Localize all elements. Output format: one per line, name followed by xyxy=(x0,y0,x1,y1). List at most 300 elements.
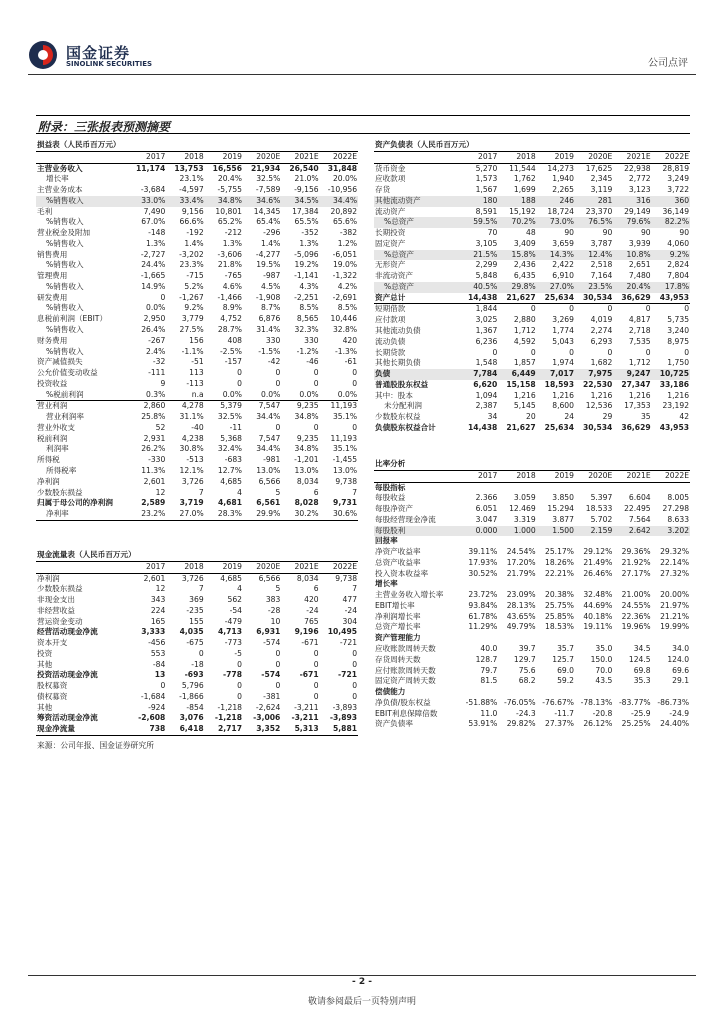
row-value xyxy=(460,687,498,698)
row-value: 6,418 xyxy=(166,724,204,735)
row-value: 17.8% xyxy=(652,282,690,293)
row-value: 5,881 xyxy=(320,724,358,735)
row-value: 3.850 xyxy=(552,493,574,503)
row-value: 23.09% xyxy=(506,590,536,600)
row-value: 13.0% xyxy=(294,465,319,475)
year-header: 2019 xyxy=(537,151,575,163)
row-value: 33.0% xyxy=(128,196,166,207)
row-value: 0 xyxy=(275,368,281,378)
row-value: 2,387 xyxy=(475,401,498,411)
row-value: 11.29% xyxy=(468,622,498,632)
row-value: 21.0% xyxy=(294,174,319,184)
row-label: 每股股利 xyxy=(374,526,460,537)
row-value: 3,726 xyxy=(181,573,204,583)
row-label: %销售收入 xyxy=(46,281,84,291)
row-value: 330 xyxy=(304,335,319,345)
row-value: 165 xyxy=(150,616,166,626)
balance-row xyxy=(374,401,690,412)
income-row xyxy=(36,434,358,445)
row-value: 765 xyxy=(304,616,319,626)
row-value: -54 xyxy=(229,605,242,615)
balance-row xyxy=(374,293,690,304)
brand-name-en: SINOLINK SECURITIES xyxy=(66,60,153,68)
income-row xyxy=(36,368,358,379)
row-value: 32.48% xyxy=(583,590,613,600)
row-value xyxy=(613,633,651,644)
row-value: 75.6 xyxy=(518,665,536,675)
row-value: 17.20% xyxy=(506,557,536,567)
row-label: 营运资金变动 xyxy=(37,616,83,626)
row-value: 8.633 xyxy=(667,514,690,524)
row-value: 1,762 xyxy=(513,174,536,184)
row-value: 20.4% xyxy=(217,174,242,184)
row-value: 31,848 xyxy=(327,163,358,173)
row-value: 281 xyxy=(575,196,613,207)
row-label: 营业利润率 xyxy=(46,412,84,422)
row-value: 28.3% xyxy=(205,509,243,520)
row-value: 40.0 xyxy=(480,644,498,654)
row-value: 316 xyxy=(613,196,651,207)
income-row xyxy=(36,196,358,207)
row-value: -1,201 xyxy=(294,455,319,465)
ratios-row xyxy=(374,590,690,601)
row-label: 主营业务收入 xyxy=(37,163,83,173)
row-value: 34.5% xyxy=(281,196,319,207)
row-value xyxy=(537,536,575,547)
year-header-blank xyxy=(36,561,128,573)
row-value: 1.4% xyxy=(261,238,281,248)
row-value: 2,265 xyxy=(552,185,574,195)
row-value: 32.8% xyxy=(332,325,358,335)
row-value: 9,738 xyxy=(335,476,358,486)
year-header: 2017 xyxy=(128,561,166,573)
row-value: 5,379 xyxy=(220,401,242,411)
row-label: 毛利 xyxy=(37,206,53,216)
row-value: 33,186 xyxy=(659,379,690,389)
balance-row xyxy=(374,337,690,348)
row-value: -1,322 xyxy=(332,271,358,281)
row-value: 180 xyxy=(460,196,498,207)
row-value: 22,530 xyxy=(583,379,613,389)
row-value: 12.469 xyxy=(509,504,536,514)
row-value: -2,727 xyxy=(140,249,166,259)
balance-row xyxy=(374,260,690,271)
row-value: 3,240 xyxy=(667,326,690,336)
row-label: 研发费用 xyxy=(37,292,68,302)
income-year-row xyxy=(36,151,358,163)
row-value: -267 xyxy=(148,335,166,345)
row-label: %销售收入 xyxy=(46,260,84,270)
row-value: 4,060 xyxy=(667,238,690,248)
year-header: 2019 xyxy=(205,561,243,573)
row-value: 65.4% xyxy=(256,217,281,227)
row-value: -3,893 xyxy=(332,702,358,712)
row-label: 短期借款 xyxy=(375,304,406,314)
row-label: %销售收入 xyxy=(36,196,128,207)
balance-row xyxy=(374,423,690,434)
row-label: 投入资本收益率 xyxy=(375,568,429,578)
row-value: 2,931 xyxy=(143,433,166,443)
ratios-row xyxy=(374,644,690,655)
balance-row xyxy=(374,282,690,293)
row-value: 3,939 xyxy=(628,238,651,248)
row-value: 40.5% xyxy=(460,282,498,293)
row-value: 2,717 xyxy=(205,724,243,735)
row-value: 27.5% xyxy=(179,325,204,335)
row-value xyxy=(652,633,690,644)
income-title: 损益表（人民币百万元） xyxy=(36,140,358,151)
row-value: 3,333 xyxy=(141,627,166,637)
row-label: 其中：股本 xyxy=(375,390,413,400)
row-value: 21.79% xyxy=(506,568,536,578)
year-header: 2021E xyxy=(281,151,319,163)
row-value: 12.7% xyxy=(217,465,242,475)
row-value: 1,750 xyxy=(667,358,690,368)
row-value: -32 xyxy=(152,357,166,367)
row-label: 回报率 xyxy=(375,536,398,546)
row-label: 其他 xyxy=(37,659,53,669)
row-value xyxy=(613,536,651,547)
brand-name-cn: 国金证券 xyxy=(66,44,131,62)
row-value: 14,438 xyxy=(460,293,498,304)
row-value: 81.5 xyxy=(480,676,498,686)
row-value: 128.7 xyxy=(475,654,498,664)
row-value: 3,352 xyxy=(243,724,281,735)
row-value xyxy=(575,579,613,590)
row-value: 8,028 xyxy=(294,498,319,508)
row-value: -479 xyxy=(224,616,242,626)
balance-row xyxy=(374,196,690,207)
row-value: 2,601 xyxy=(143,573,166,583)
row-value: 10,495 xyxy=(327,627,358,637)
income-row xyxy=(36,336,358,347)
appendix-title-bar xyxy=(36,115,690,134)
income-row xyxy=(36,250,358,261)
row-value: -148 xyxy=(148,228,166,238)
row-value: 36,149 xyxy=(662,206,690,216)
row-value: 65.5% xyxy=(294,217,319,227)
row-value: 6,236 xyxy=(475,336,498,346)
row-value: 0 xyxy=(275,378,281,388)
row-value: 3,726 xyxy=(181,476,204,486)
year-header: 2017 xyxy=(128,151,166,163)
row-value: 36,629 xyxy=(613,293,651,304)
income-row xyxy=(36,293,358,304)
row-value: 11,544 xyxy=(509,163,536,173)
ratios-row xyxy=(374,504,690,515)
row-value: 1,682 xyxy=(590,358,613,368)
row-value: 150.0 xyxy=(590,654,613,664)
row-value: -3,006 xyxy=(253,713,281,723)
row-value: 69.6 xyxy=(672,665,690,675)
ratios-row xyxy=(374,579,690,590)
balance-row xyxy=(374,380,690,391)
row-value xyxy=(460,579,498,590)
row-value: -46 xyxy=(306,357,319,367)
row-label: 净负债/股东权益 xyxy=(375,697,431,707)
balance-row xyxy=(374,304,690,315)
row-value: 0 xyxy=(352,648,358,658)
row-value: 19.2% xyxy=(294,260,319,270)
row-value: -51 xyxy=(191,357,204,367)
row-value: 10,446 xyxy=(330,314,358,324)
row-value: 23.2% xyxy=(128,509,166,520)
row-value: 12,536 xyxy=(585,401,613,411)
row-value: 7,547 xyxy=(258,401,281,411)
row-value: -10,956 xyxy=(327,185,358,195)
ratios-row xyxy=(374,676,690,687)
balance-title: 资产负债表（人民币百万元） xyxy=(374,140,690,151)
row-value: 9,196 xyxy=(294,627,319,637)
row-value: 36,629 xyxy=(621,422,651,432)
row-value: 70.0 xyxy=(595,665,613,675)
row-value: 7.564 xyxy=(628,514,651,524)
row-value: 0 xyxy=(237,378,242,388)
row-value: 0.0% xyxy=(281,390,319,401)
row-value: 17,384 xyxy=(292,206,319,216)
row-label: %税前利润 xyxy=(36,390,128,401)
row-value: 65.6% xyxy=(332,217,358,227)
row-value: 1.000 xyxy=(498,526,536,537)
row-value: 224 xyxy=(150,605,166,615)
ratio-analysis-table xyxy=(374,459,690,730)
row-value: 0 xyxy=(313,368,319,378)
row-value: 34.6% xyxy=(243,196,281,207)
row-value: -18 xyxy=(191,659,204,669)
row-label: %总资产 xyxy=(374,217,460,228)
row-value: 42 xyxy=(679,412,690,422)
row-label: 净利润 xyxy=(37,476,60,486)
row-value: 3.319 xyxy=(513,514,536,524)
row-value: 4 xyxy=(237,584,242,594)
row-value xyxy=(460,482,498,493)
cashflow-row xyxy=(36,660,358,671)
row-value xyxy=(613,482,651,493)
row-value xyxy=(537,482,575,493)
row-value: 4.6% xyxy=(222,281,242,291)
year-header: 2020E xyxy=(575,470,613,482)
row-value: 2,718 xyxy=(628,326,651,336)
row-value: 18.53% xyxy=(545,622,574,632)
row-value: -76.67% xyxy=(542,697,574,707)
row-value: 8,034 xyxy=(296,573,319,583)
income-row xyxy=(36,185,358,196)
row-value: 3,719 xyxy=(179,498,204,508)
balance-row xyxy=(374,174,690,185)
row-value: 113 xyxy=(189,368,204,378)
row-value: 26,540 xyxy=(289,163,319,173)
row-value: 4,817 xyxy=(628,315,651,325)
row-value: 2,518 xyxy=(590,260,613,270)
row-value: 10 xyxy=(270,616,281,626)
page-number: - 2 - xyxy=(352,977,372,987)
row-value: -1,267 xyxy=(179,292,204,302)
row-value: 65.2% xyxy=(217,217,242,227)
row-value: 1,216 xyxy=(590,390,613,400)
row-label: 存货周转天数 xyxy=(375,654,421,664)
ratios-row xyxy=(374,601,690,612)
row-value: 4.3% xyxy=(299,281,319,291)
row-value: 5,796 xyxy=(181,681,204,691)
row-value: 6.051 xyxy=(475,504,498,514)
row-label: 主营业务收入增长率 xyxy=(375,590,444,600)
row-value: 420 xyxy=(342,335,358,345)
row-value: 69.8 xyxy=(633,665,651,675)
row-value: 6 xyxy=(313,487,319,497)
row-label: 管理费用 xyxy=(37,271,68,281)
row-label: 资本开支 xyxy=(37,638,68,648)
row-label: 增长率 xyxy=(46,174,69,184)
row-value: 59.2 xyxy=(557,676,574,686)
row-value: 3,119 xyxy=(590,185,613,195)
row-value: 0 xyxy=(160,292,166,302)
row-label: 资产总计 xyxy=(374,293,460,304)
row-label: 利润率 xyxy=(46,444,69,454)
row-value: -113 xyxy=(186,378,204,388)
row-value: 39.11% xyxy=(468,547,498,557)
row-value: -235 xyxy=(186,605,204,615)
row-value: 5,145 xyxy=(513,401,536,411)
row-value: -11.7 xyxy=(554,708,574,718)
row-value: 2,422 xyxy=(552,260,574,270)
row-value: 1,367 xyxy=(475,326,498,336)
row-value: 9,247 xyxy=(613,369,651,380)
row-value: 1,712 xyxy=(513,326,536,336)
row-value: 553 xyxy=(150,648,166,658)
year-header: 2018 xyxy=(166,151,204,163)
balance-row xyxy=(374,228,690,239)
row-value: 5.702 xyxy=(590,514,613,524)
row-value: -76.05% xyxy=(503,697,536,707)
cashflow-row xyxy=(36,573,358,584)
row-label: 应付账款周转天数 xyxy=(375,665,436,675)
row-value: 90 xyxy=(602,228,613,238)
row-value: 9,156 xyxy=(181,206,204,216)
row-value: -78.13% xyxy=(580,697,613,707)
footer-divider xyxy=(28,975,696,976)
cashflow-row xyxy=(36,595,358,606)
row-value: 13,753 xyxy=(174,163,204,173)
row-value: 3,076 xyxy=(179,713,204,723)
row-value: -5,755 xyxy=(217,185,242,195)
row-value: 29.9% xyxy=(243,509,281,520)
row-value: 31.1% xyxy=(179,412,204,422)
row-value: -2,624 xyxy=(255,702,281,712)
row-value: -1,466 xyxy=(217,292,242,302)
row-value: 5,368 xyxy=(220,433,242,443)
row-label: 主营业务成本 xyxy=(37,185,83,195)
row-value: -330 xyxy=(148,455,166,465)
row-value: 1.2% xyxy=(337,238,358,248)
row-value: 1,699 xyxy=(513,185,536,195)
row-value: 27,347 xyxy=(621,379,651,389)
row-value: 330 xyxy=(265,335,281,345)
row-value: 562 xyxy=(227,595,242,605)
balance-row xyxy=(374,358,690,369)
row-value: -9,156 xyxy=(294,185,319,195)
row-value: 29.32% xyxy=(660,547,690,557)
ratios-row xyxy=(374,698,690,709)
row-value: 17,625 xyxy=(585,163,613,173)
row-label: 净利润 xyxy=(37,573,60,583)
row-value: -24.3 xyxy=(516,708,536,718)
row-label: 非流动资产 xyxy=(375,271,413,281)
row-value: 20,892 xyxy=(330,206,358,216)
ratios-row xyxy=(374,569,690,580)
balance-row xyxy=(374,315,690,326)
row-value: -1,866 xyxy=(179,691,204,701)
disclaimer-note: 敬请参阅最后一页特别声明 xyxy=(307,997,416,1007)
row-label: 负债 xyxy=(374,369,460,380)
row-label: 现金净流量 xyxy=(36,724,128,735)
balance-row xyxy=(374,271,690,282)
row-label: %销售收入 xyxy=(46,217,84,227)
row-label: 增长率 xyxy=(375,579,398,589)
row-value: 29,149 xyxy=(624,206,651,216)
row-label: 长期贷款 xyxy=(375,347,406,357)
row-value: 43.65% xyxy=(506,611,536,621)
row-value: 53.91% xyxy=(468,719,498,729)
income-row xyxy=(36,509,358,520)
row-value: 2,601 xyxy=(143,476,166,486)
row-value xyxy=(652,482,690,493)
row-value: 2,772 xyxy=(628,174,651,184)
ratios-row xyxy=(374,709,690,720)
balance-row xyxy=(374,326,690,337)
income-row xyxy=(36,239,358,250)
row-value: -2,691 xyxy=(332,292,358,302)
row-value: 3,722 xyxy=(667,185,690,195)
balance-row xyxy=(374,348,690,359)
row-value: 155 xyxy=(189,616,204,626)
ratios-row xyxy=(374,493,690,504)
row-value: n.a xyxy=(166,390,204,401)
row-value: -111 xyxy=(148,368,166,378)
row-value: -42 xyxy=(267,357,281,367)
row-label: 每股指标 xyxy=(375,482,406,492)
ratios-row xyxy=(374,622,690,633)
ratios-row xyxy=(374,536,690,547)
ratios-title: 比率分析 xyxy=(374,459,690,470)
row-value: 34.8% xyxy=(294,444,319,454)
row-value: 31.4% xyxy=(256,325,281,335)
row-value: -675 xyxy=(186,638,204,648)
row-value: 34.0 xyxy=(672,644,690,654)
row-value: 21.92% xyxy=(621,557,651,567)
cashflow-row xyxy=(36,713,358,724)
row-value: 26.46% xyxy=(583,568,613,578)
row-value: 0 xyxy=(645,304,651,314)
row-value: 24.54% xyxy=(506,547,536,557)
row-value: 14,345 xyxy=(253,206,281,216)
row-value: 23.1% xyxy=(179,174,204,184)
row-value: -1,455 xyxy=(332,455,358,465)
year-header: 2019 xyxy=(205,151,243,163)
row-value: 25,634 xyxy=(537,293,575,304)
row-value xyxy=(575,633,613,644)
row-value: 24 xyxy=(564,412,574,422)
row-value: 26.12% xyxy=(583,719,613,729)
row-label: %销售收入 xyxy=(46,346,84,356)
row-value: 9 xyxy=(160,378,166,388)
row-value: 477 xyxy=(342,595,358,605)
row-value: 124.0 xyxy=(667,654,690,664)
row-label: 总资产收益率 xyxy=(375,557,421,567)
row-value: 3.202 xyxy=(652,526,690,537)
row-value: 15.294 xyxy=(547,504,574,514)
row-value: 0 xyxy=(160,681,166,691)
row-value: 17,353 xyxy=(624,401,651,411)
